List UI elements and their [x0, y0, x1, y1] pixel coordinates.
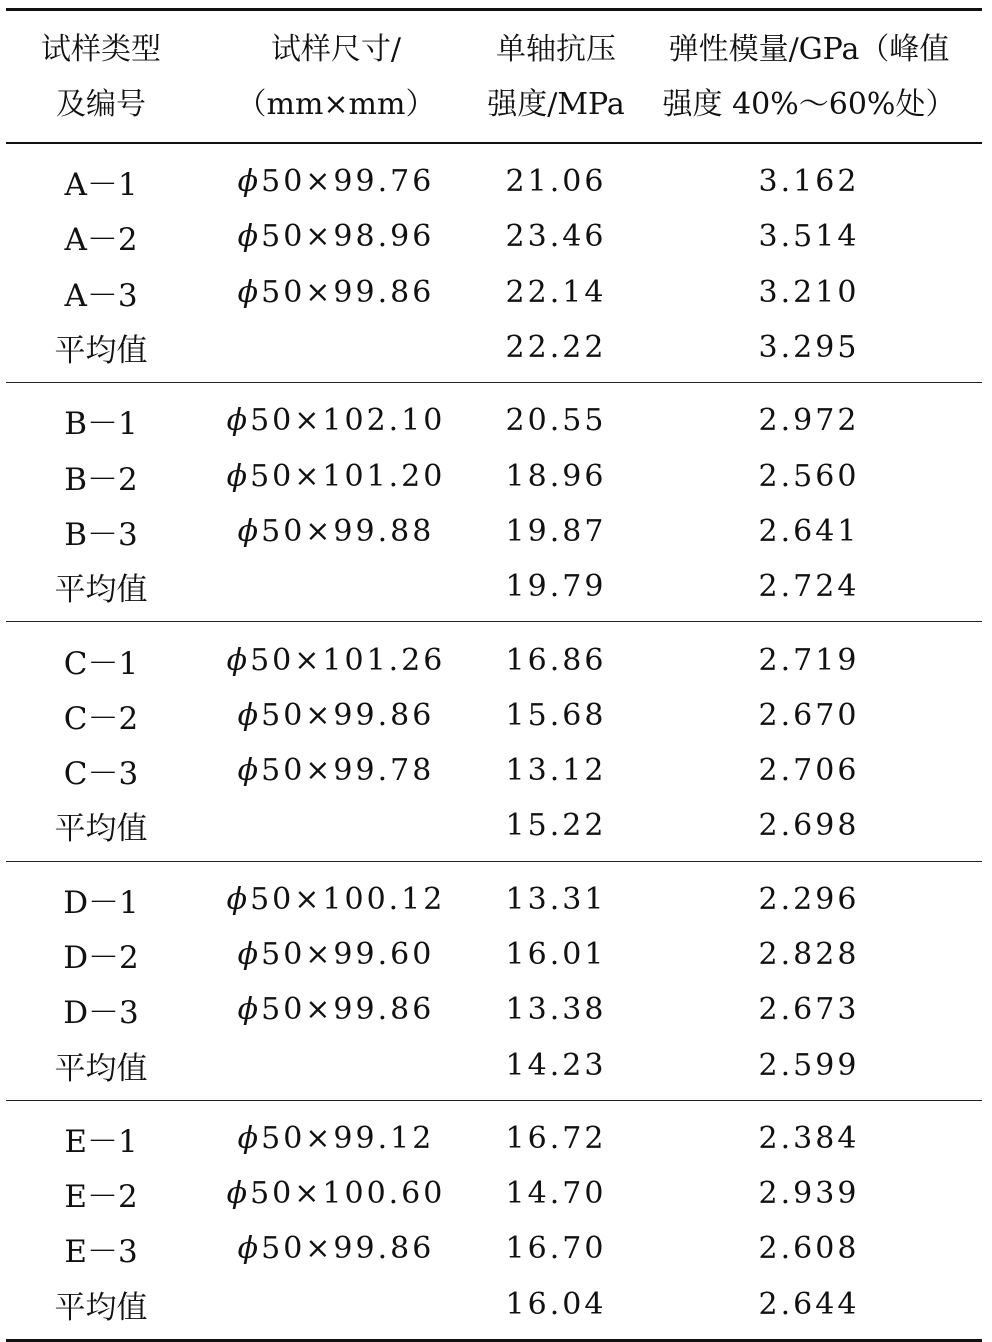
specimen-id-cell: 平均值 — [54, 1289, 148, 1326]
modulus-cell: 2.644 — [758, 1286, 860, 1322]
strength-cell: 23.46 — [505, 219, 607, 255]
specimen-size-cell — [196, 1231, 476, 1266]
specimen-id-cell: D－3 — [63, 995, 139, 1032]
strength-cell: 19.87 — [505, 513, 607, 549]
size-value: 50×99.86 — [261, 697, 435, 733]
specimen-id-cell: E－1 — [64, 1123, 138, 1160]
size-value: 50×99.78 — [261, 753, 435, 789]
header-line: 强度 40%～60%处） — [662, 86, 956, 122]
table-row — [6, 209, 982, 264]
specimen-size-cell — [196, 882, 476, 917]
modulus-cell: 2.972 — [758, 403, 860, 439]
size-value: 50×101.20 — [250, 458, 446, 494]
row-group — [6, 144, 982, 382]
modulus-cell: 2.599 — [758, 1047, 860, 1083]
size-value: 50×102.10 — [250, 403, 446, 439]
specimen-id-cell: E－2 — [64, 1179, 138, 1216]
header-line: 试样类型 — [41, 31, 161, 67]
strength-cell: 16.01 — [505, 937, 607, 972]
strength-cell: 16.86 — [505, 642, 607, 678]
table-row — [6, 982, 982, 1037]
size-value: 50×101.26 — [250, 642, 446, 678]
table-row — [6, 1166, 982, 1221]
table-row — [6, 1277, 982, 1332]
modulus-cell: 3.295 — [758, 330, 860, 366]
specimen-size-cell — [196, 937, 476, 972]
table-row — [6, 743, 982, 798]
strength-cell: 19.79 — [505, 569, 607, 605]
header-line: 试样尺寸/ — [270, 31, 402, 67]
diameter-symbol: ϕ — [237, 219, 262, 255]
strength-cell: 20.55 — [505, 403, 607, 439]
specimen-size-cell — [196, 275, 476, 310]
table-row — [6, 1111, 982, 1166]
header-line: （mm×mm） — [236, 86, 436, 122]
diameter-symbol: ϕ — [237, 274, 262, 310]
strength-cell: 16.70 — [505, 1231, 607, 1267]
size-value: 50×99.86 — [261, 1231, 435, 1267]
modulus-cell: 2.706 — [758, 753, 860, 789]
modulus-cell: 2.384 — [758, 1120, 860, 1156]
header-line: 及编号 — [56, 86, 146, 122]
diameter-symbol: ϕ — [226, 881, 251, 917]
table-row — [6, 632, 982, 687]
row-group — [6, 1101, 982, 1339]
header-line: 强度/MPa — [487, 86, 625, 122]
specimen-id-cell: E－3 — [64, 1234, 138, 1271]
table-header — [6, 11, 982, 142]
diameter-symbol: ϕ — [237, 937, 262, 972]
specimen-id-cell: D－1 — [63, 884, 139, 921]
modulus-cell: 3.514 — [758, 219, 860, 255]
strength-cell: 21.06 — [505, 164, 607, 200]
header-line: 单轴抗压 — [496, 31, 616, 67]
diameter-symbol: ϕ — [237, 164, 262, 200]
modulus-cell: 3.210 — [758, 274, 860, 310]
modulus-cell: 2.560 — [758, 458, 860, 494]
specimen-id-cell: 平均值 — [54, 333, 148, 370]
table-row — [6, 504, 982, 559]
header-specimen-type — [6, 22, 196, 132]
size-value: 50×99.88 — [261, 513, 435, 549]
size-value: 50×99.12 — [261, 1120, 435, 1156]
modulus-cell: 2.670 — [758, 697, 860, 733]
specimen-size-cell — [196, 1176, 476, 1211]
header-elastic-modulus — [636, 22, 982, 132]
modulus-cell: 2.641 — [758, 513, 860, 549]
strength-cell: 13.31 — [505, 881, 607, 917]
specimen-id-cell: D－2 — [63, 940, 139, 976]
size-value: 50×99.86 — [261, 274, 435, 310]
header-specimen-size — [196, 22, 476, 132]
strength-cell: 15.68 — [505, 697, 607, 733]
specimen-id-cell: 平均值 — [54, 1050, 148, 1087]
specimen-id-cell: 平均值 — [54, 572, 148, 609]
specimen-id-cell: A－3 — [64, 277, 138, 314]
table-row — [6, 1037, 982, 1092]
row-group — [6, 862, 982, 1100]
table-row — [6, 448, 982, 503]
specimen-id-cell: B－1 — [64, 406, 138, 443]
specimen-size-cell — [196, 643, 476, 678]
specimen-size-cell — [196, 514, 476, 549]
strength-cell: 16.04 — [505, 1286, 607, 1322]
strength-cell: 15.22 — [505, 808, 607, 844]
table-row — [6, 320, 982, 375]
specimen-size-cell — [196, 403, 476, 438]
specimen-size-cell — [196, 164, 476, 199]
size-value: 50×100.12 — [250, 881, 446, 917]
strength-cell: 13.12 — [505, 753, 607, 789]
size-value: 50×98.96 — [261, 219, 435, 255]
table-row — [6, 872, 982, 927]
modulus-cell: 2.719 — [758, 642, 860, 678]
diameter-symbol: ϕ — [226, 458, 251, 494]
modulus-cell: 2.608 — [758, 1231, 860, 1267]
modulus-cell: 2.828 — [758, 937, 860, 972]
table-row — [6, 559, 982, 614]
specimen-id-cell: A－2 — [64, 222, 138, 259]
specimen-table — [6, 8, 982, 1342]
modulus-cell: 2.724 — [758, 569, 860, 605]
table-row — [6, 1221, 982, 1276]
modulus-cell: 2.296 — [758, 881, 860, 917]
strength-cell: 18.96 — [505, 458, 607, 494]
diameter-symbol: ϕ — [226, 642, 251, 678]
specimen-id-cell: B－3 — [64, 516, 138, 553]
table-row — [6, 265, 982, 320]
modulus-cell: 3.162 — [758, 164, 860, 200]
size-value: 50×99.76 — [261, 164, 435, 200]
specimen-id-cell: B－2 — [64, 461, 138, 498]
row-group — [6, 383, 982, 621]
specimen-id-cell: C－3 — [63, 756, 139, 793]
table-row — [6, 927, 982, 982]
size-value: 50×99.86 — [261, 992, 435, 1028]
specimen-size-cell — [196, 698, 476, 733]
table-body — [6, 144, 982, 1339]
specimen-size-cell — [196, 219, 476, 254]
modulus-cell: 2.939 — [758, 1176, 860, 1212]
strength-cell: 22.22 — [505, 330, 607, 366]
specimen-size-cell — [196, 1121, 476, 1156]
strength-cell: 22.14 — [505, 274, 607, 310]
diameter-symbol: ϕ — [237, 1231, 262, 1267]
strength-cell: 14.23 — [505, 1047, 607, 1083]
diameter-symbol: ϕ — [237, 1120, 262, 1156]
header-line: 弹性模量/GPa（峰值 — [668, 31, 950, 67]
specimen-id-cell: 平均值 — [54, 811, 148, 848]
modulus-cell: 2.698 — [758, 808, 860, 844]
bottom-rule — [6, 1339, 982, 1342]
table-row — [6, 393, 982, 448]
specimen-id-cell: C－2 — [63, 700, 139, 737]
size-value: 50×100.60 — [250, 1176, 446, 1212]
header-compressive-strength — [476, 22, 636, 132]
table-row — [6, 688, 982, 743]
specimen-id-cell: A－1 — [64, 167, 138, 204]
diameter-symbol: ϕ — [237, 513, 262, 549]
table-row — [6, 154, 982, 209]
strength-cell: 16.72 — [505, 1120, 607, 1156]
specimen-id-cell: C－1 — [63, 645, 139, 682]
specimen-size-cell — [196, 459, 476, 494]
table-row — [6, 798, 982, 853]
strength-cell: 13.38 — [505, 992, 607, 1028]
strength-cell: 14.70 — [505, 1176, 607, 1212]
specimen-size-cell — [196, 753, 476, 788]
row-group — [6, 622, 982, 860]
diameter-symbol: ϕ — [237, 697, 262, 733]
size-value: 50×99.60 — [261, 937, 435, 972]
diameter-symbol: ϕ — [226, 403, 251, 439]
specimen-size-cell — [196, 992, 476, 1027]
diameter-symbol: ϕ — [237, 992, 262, 1028]
diameter-symbol: ϕ — [237, 753, 262, 789]
diameter-symbol: ϕ — [226, 1176, 251, 1212]
modulus-cell: 2.673 — [758, 992, 860, 1028]
